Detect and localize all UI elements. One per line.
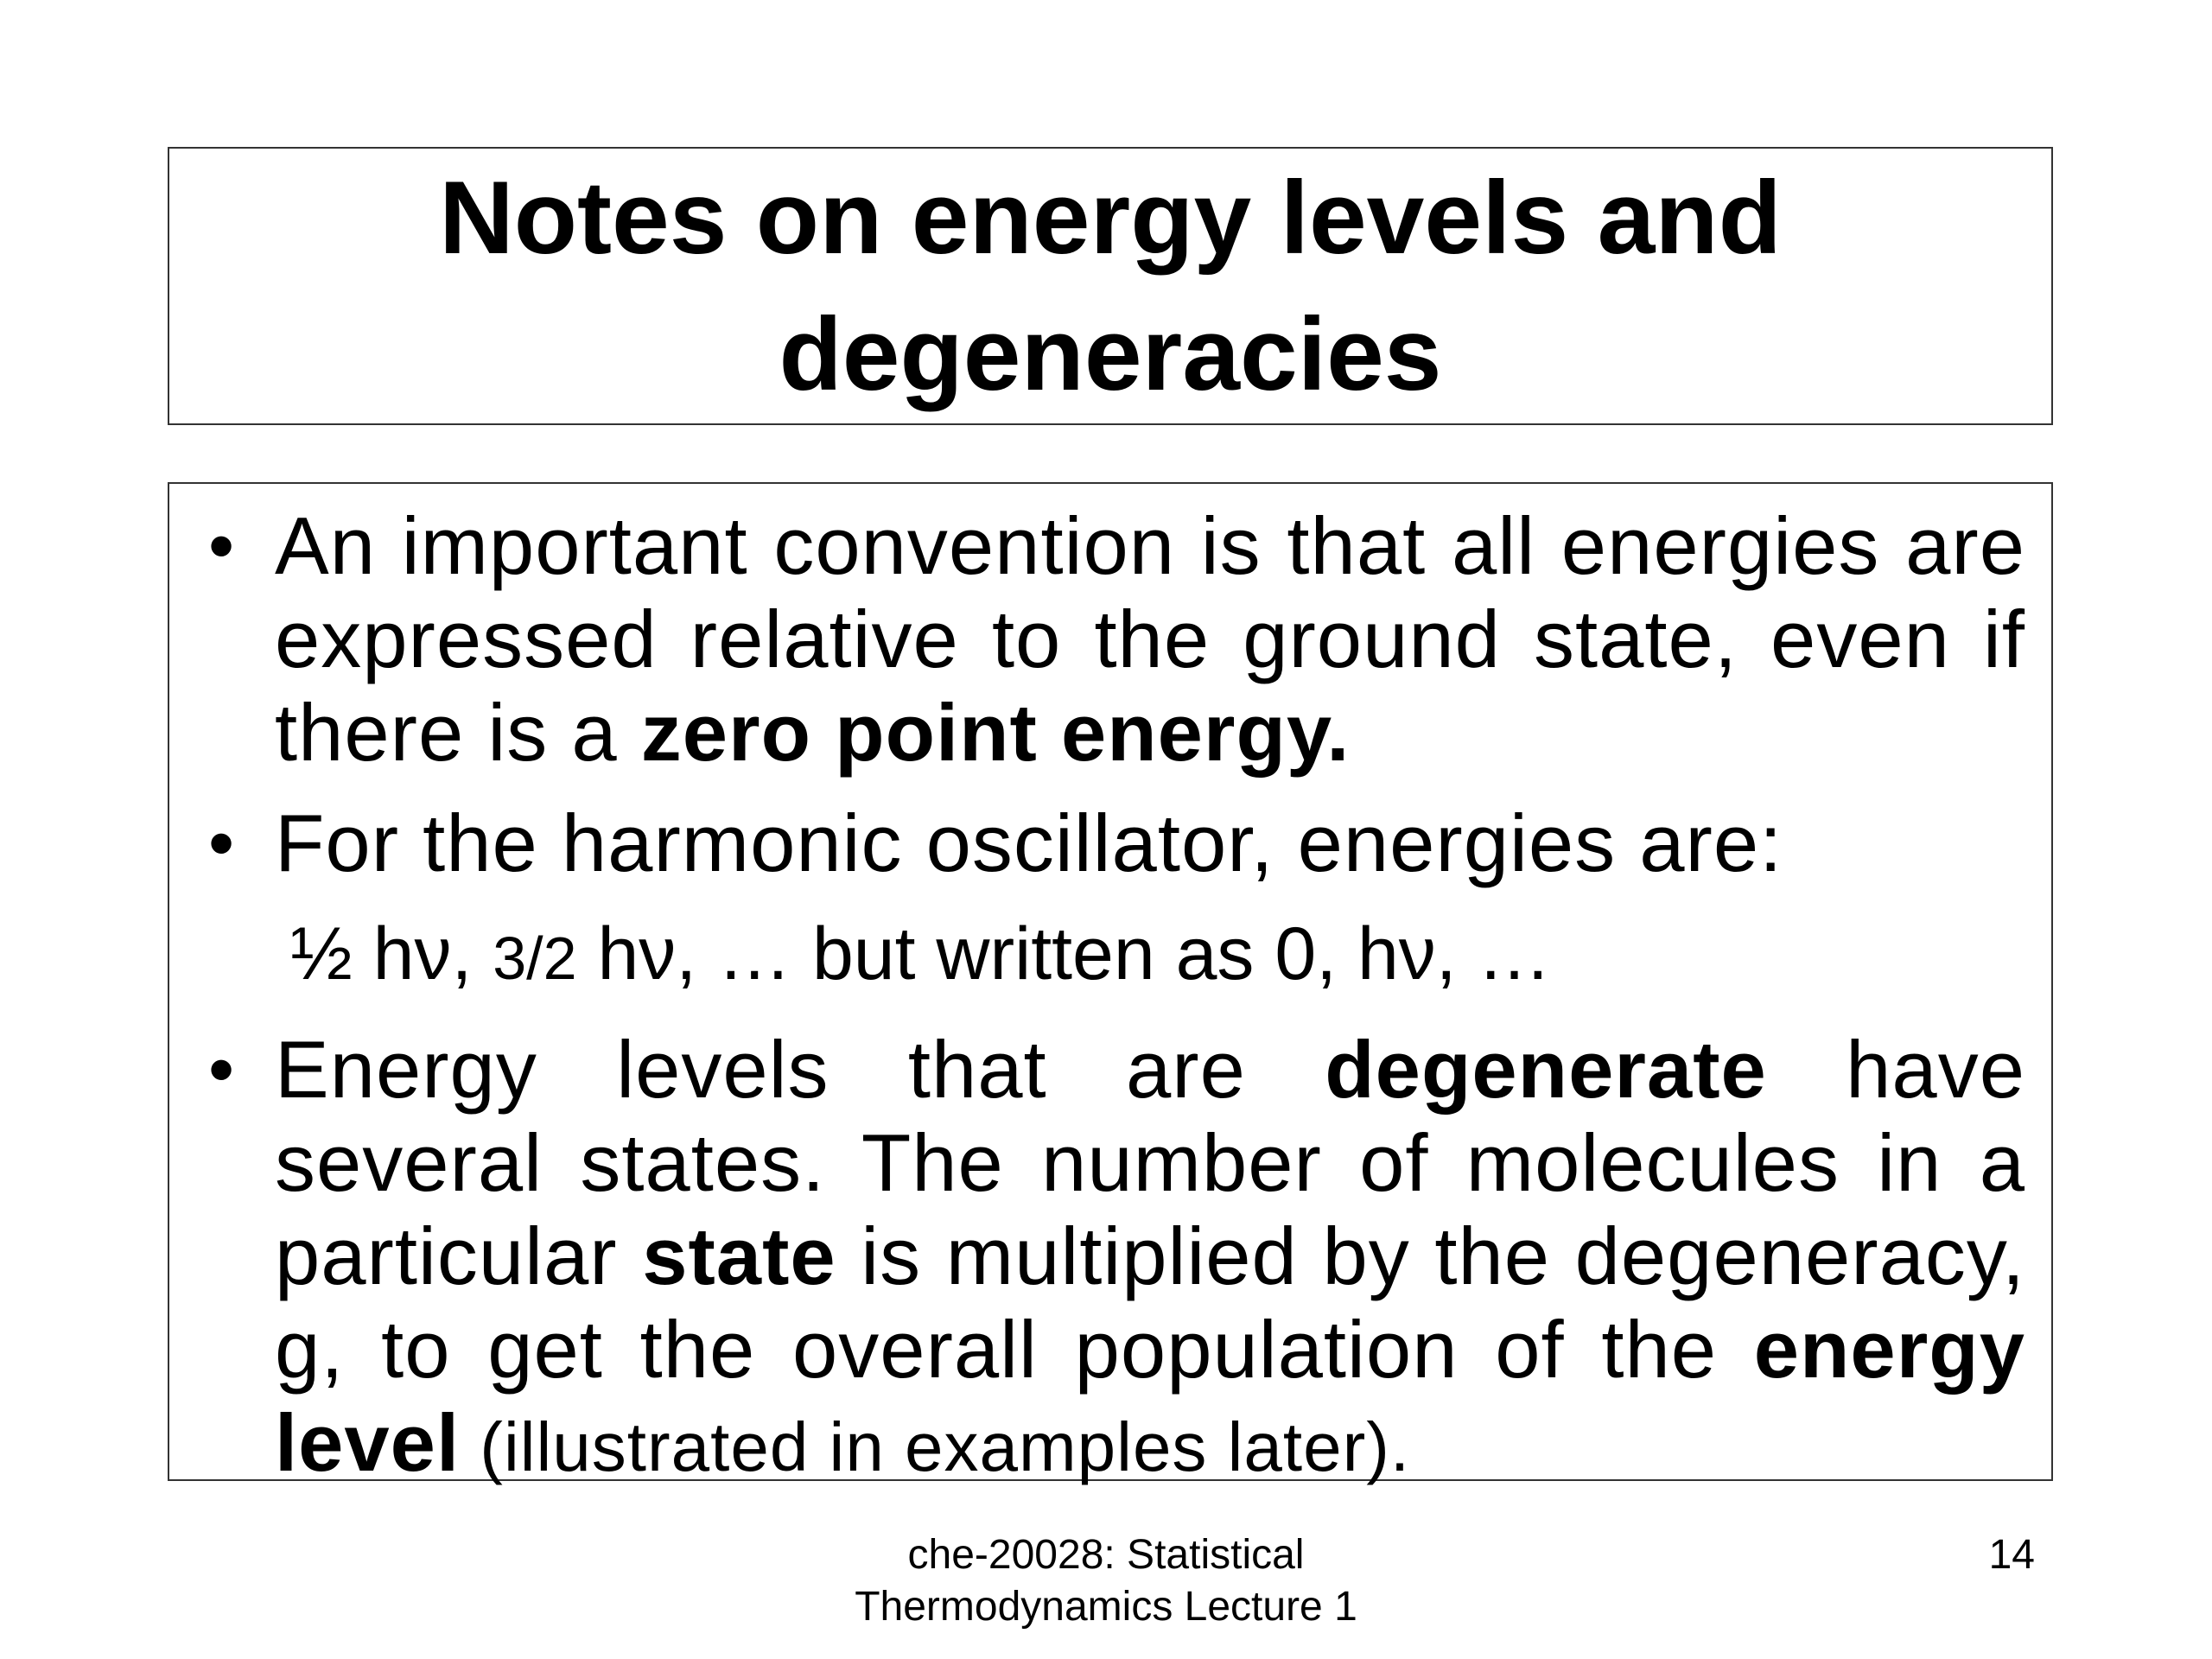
bullet-glyph: •	[207, 1028, 235, 1111]
footer-course-title	[760, 1529, 1452, 1633]
bullet-item-harmonic-oscillator	[195, 797, 2025, 890]
bullet-text-part: Energy levels that are	[275, 1024, 1325, 1115]
slide-body-box	[168, 482, 2053, 1488]
slide-title-box	[168, 147, 2053, 425]
formula-three-halves: 3/2	[493, 925, 577, 992]
energy-formula	[290, 907, 1552, 1005]
bold-term-degenerate: degenerate	[1325, 1024, 1767, 1115]
bullet-text	[275, 499, 2025, 779]
bullet-text-part: An important convention is that all energies are expressed relative to the ground state, even if there is a	[275, 500, 2025, 778]
bullet-text: For the harmonic oscillator, energies are:	[275, 798, 1783, 888]
bold-term-zero-point-energy: zero point energy.	[640, 687, 1351, 778]
bullet-glyph: •	[207, 505, 235, 588]
slide-title: Notes on energy levels and degeneracies	[439, 160, 1782, 412]
formula-part-a: hν,	[352, 912, 493, 995]
bullet-text-part: is multiplied by the degeneracy, g, to get the overall population of the	[275, 1211, 2026, 1395]
slide-page-number: 14	[1988, 1532, 2035, 1578]
bullet-text-part: (illustrated in examples later).	[460, 1408, 1411, 1485]
bullet-item-degeneracy	[195, 1023, 2025, 1494]
bullet-item-convention	[195, 499, 2025, 779]
formula-half: ½	[290, 912, 353, 995]
bold-term-state: state	[642, 1211, 836, 1301]
bullet-text-part: have several states. The number of molecules in a particular	[275, 1024, 2025, 1301]
footer-course-line: Thermodynamics Lecture 1	[855, 1584, 1357, 1630]
bullet-glyph: •	[207, 802, 235, 885]
formula-part-b: hν, … but written as 0, hν, …	[576, 912, 1552, 995]
footer-course-line: che-20028: Statistical	[907, 1532, 1305, 1578]
bold-term-energy-level: energy level	[275, 1304, 2025, 1488]
bullet-text	[275, 1023, 2025, 1494]
